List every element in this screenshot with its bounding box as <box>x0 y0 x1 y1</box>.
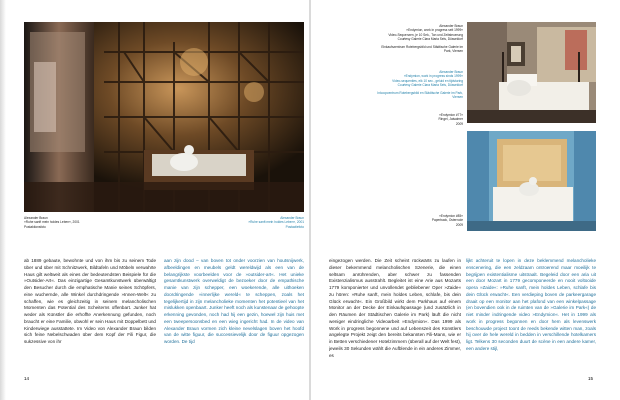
left-page-column-german: ab 1889 gebaute, bewohnte und von ihm bis zu seinem Tode über und über mit Schnitzwerk, Bildtafeln und Möbeln verwahrte Haus gilt weltweit als eines der bedeutendsten Beispiele für die »Outsider-Art«. Das einzigartige Gesamtkunstwerk überwältigt den Besucher durch die emphatische Manie seines Schöpfers, eine wuchernde, alle Winkel durchdringende »Innen-Welt« zu schaffen, wie es gleichzeitig in seinem melancholischen Momenten das Potential des Scheiterns offenbart. Junker hat weder als Künstler die erhoffte Anerkennung gefunden, noch braucht er eine Familie, obwohl er sein Haus mit Doppelbett und Kinderwiege ausstattete. Im Video von Alexander Braun bilden sich feine Nebelschwaden über dem Kopf der Fili Figur, die sukzessive von ihr <box>24 258 156 344</box>
photo-caption-de <box>24 216 144 229</box>
photo2-place: Paperback, Osterrode <box>431 218 463 223</box>
caption-artist-nl: Alexander Braun <box>280 216 304 220</box>
junker-house-interior-image <box>24 22 304 212</box>
right-page-column-dutch: lijkt achteruit te lopen in deze beklemmend melancholieke enscenering, die een zeldzaam ontroerend maar moeilijk te begrijpen existentialisme uitstraalt. Begeleid door een aria uit een door Mozart in 1779 gecomponeerde en nooit voltooide opera »Zaide«: »Ruhe sanft, mein holdes Leben, schlafe bis dein Glück erwacht«. Een verdieping boven de parkeergarage draait op een monitor aan het plafond van een winkelpassage (en bovendien ook in de ruimten van de »Galerie im Park«) de niet minder indringende video »Endymion«. Het in 1999 als work in progress begonnen en door hem als levenswerk beschouwde project toont de reeds bekende witten man, zoals hij over de hele wereld in bedden in verschillende hotelkamers ligt. Telkens 30 seconden duurt de scène in een andere kamer, een andere stijl, <box>466 258 596 351</box>
caption-de-courtesy: Courtesy Galerie Clara Maria Sels, Düsseldorf <box>397 37 463 42</box>
page-number-left: 14 <box>24 376 30 381</box>
photo-caption-nl <box>184 216 304 229</box>
caption-title-nl: »Ruhe sanft mein holdes Leben«, 2001 <box>248 220 304 225</box>
left-page-column-dutch: aan zijn dood – van boven tot onder voorzien van houtsnijwerk, afbeeldingen en meubels geldt wereldwijd als een van de belangrijkste voorbeelden voor de »outsider-art«. Het unieke gesamtkunstwerk overweldigt de bezoeker door de empathische manie van zijn schepper, een woekerende, alle uithoeken doordringende »innerlijke wereld« te scheppen, zoals het tegelijkertijd in zijn melancholieke momenten het potentieel van het mislukken openbaart. Junker heeft noch als kunstenaar de gehoopte erkenning gevonden, noch had hij een gezin, hoewel zijn huis met een tweepersoonsbed en een wieg ingericht had. In de video van Alexander Braun vormen zich kleine nevelslagen boven het hoofd van de witte figuur, die successievelijk door de figuur opgezogen worden. De tijd <box>164 258 304 344</box>
caption-nl-title: »Endymion, work in progress sinds 1999« <box>403 74 463 79</box>
photo2-title: »Endymion #85« <box>439 214 463 218</box>
hotel-room-photo-2 <box>467 131 596 231</box>
caption-de-details: Video-Sequenzen, je 10 Sek., Ton und Zeitsteuerung <box>388 32 463 37</box>
caption-de-title: »Endymion, work in progress seit 1999« <box>406 28 463 33</box>
right-page-column-german: eingezogen werden. Die Zeit scheint rückwärts zu laufen in dieser bekemmend melancholischen Szenerie, die einen seltsam anrührenden, aber schwer zu fassenden Existenzialismus ausstrahlt. Begleitet ist eine Arie aus Mozarts 1779 komponierter und unvollendet gebliebener Oper »Zaide« zu hören: »Ruhe sanft, mein holdes Leben, schlafe, bis dein Glück erwacht«. Ein Großbild wirkt dem Parkhaus auf einem Monitor an der Decke der Einkaufspassage (und zusätzlich in den Räumen der Städtischen Galerie im Park) läuft die nicht weniger eindringliche Videoarbeit »Endymion«. Das 1999 als Work in progress begonnene und auf Lebenszeit des Künstlers angelegte Projekt zeigt den bereits bekannten Fili-Mann, wie er in Betten verschiedener Hotelzimmern (überall auf der Welt fest), jeweils 30 Sekunden wählt die Aufblende in ein anderes Zimmer, es <box>329 258 461 358</box>
photo1-title: »Endymion #77« <box>439 113 463 117</box>
photo2-caption <box>410 214 463 227</box>
caption-title: »Ruhe sanft mein holdes Leben«, 2001 <box>24 220 80 225</box>
photo1-place: Ringel, Jaisalmer <box>438 117 463 122</box>
hotel-room-image-1 <box>467 22 596 123</box>
page-number-right: 15 <box>588 376 594 381</box>
photo1-year: 2009 <box>455 121 463 126</box>
junker-house-interior-photo <box>24 22 304 212</box>
caption-nl-artist: Alexander Braun <box>439 70 463 74</box>
caption-de-artist: Alexander Braun <box>439 24 463 28</box>
book-gutter <box>309 0 311 400</box>
caption-technique: Postaktionsfoto <box>24 224 46 229</box>
page-edge-shadow <box>0 0 6 400</box>
caption-de-location: Einkaufszentrum Rotebergsbild und Städtische Galerie im Park, Viersen <box>381 44 463 54</box>
photo1-caption <box>410 113 463 126</box>
caption-nl-location: Inkoopcentrum Rotebergsbild en Städtische Galerie im Park, Viersen <box>377 90 463 100</box>
caption-nl-details: Video-sequenties, elk 10 sec., geluid en tijdsturing <box>392 78 463 83</box>
top-caption-nl <box>375 70 463 99</box>
hotel-room-image-2 <box>467 131 596 231</box>
caption-technique-nl: Postactiefoto <box>285 224 304 229</box>
caption-artist: Alexander Braun <box>24 216 48 220</box>
caption-nl-courtesy: Courtesy Galerie Clara Maria Sels, Düsseldorf <box>397 83 463 88</box>
hotel-room-photo-1 <box>467 22 596 123</box>
top-caption-de <box>375 24 463 53</box>
photo2-year: 2009 <box>455 222 463 227</box>
